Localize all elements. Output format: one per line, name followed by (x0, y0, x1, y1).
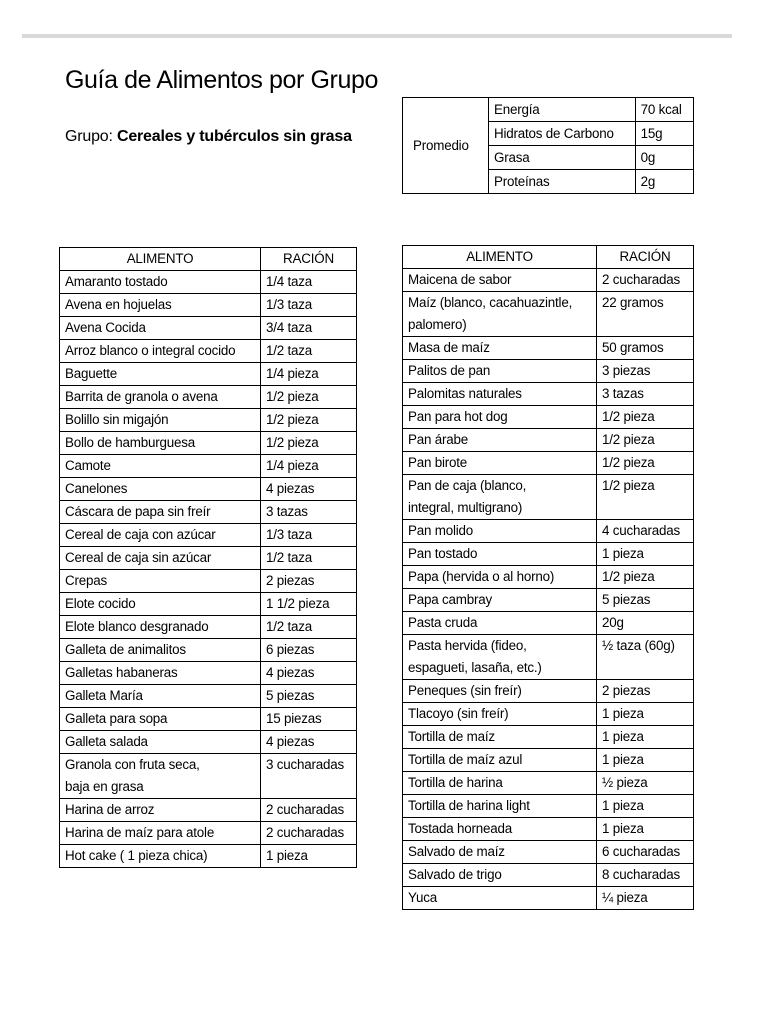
portion-value: 5 piezas (597, 589, 694, 612)
portion-value: 6 cucharadas (597, 841, 694, 864)
portion-value: 1/4 taza (261, 271, 357, 294)
portion-value: 1/2 pieza (597, 566, 694, 589)
table-row (403, 795, 694, 818)
food-name: Crepas (60, 570, 261, 593)
food-name: Tortilla de harina light (403, 795, 597, 818)
portion-value: 1/2 pieza (261, 432, 357, 455)
food-name: Amaranto tostado (60, 271, 261, 294)
portion-value: 1/2 taza (261, 340, 357, 363)
portion-value: 6 piezas (261, 639, 357, 662)
table-row (60, 708, 357, 731)
food-name: Harina de arroz (60, 799, 261, 822)
food-name: Pasta hervida (fideo, espagueti, lasaña, etc.) (403, 635, 597, 680)
table-row (60, 822, 357, 845)
portion-value: 1 pieza (597, 726, 694, 749)
portion-value: 22 gramos (597, 292, 694, 337)
table-row (403, 543, 694, 566)
portion-value: 1 pieza (597, 818, 694, 841)
food-name: Cáscara de papa sin freír (60, 501, 261, 524)
nutrient-name: Proteínas (489, 170, 636, 194)
portion-value: 4 cucharadas (597, 520, 694, 543)
portion-value: 1/2 taza (261, 616, 357, 639)
portion-value: 1/2 pieza (597, 475, 694, 520)
table-row (403, 818, 694, 841)
table-row (403, 475, 694, 520)
food-name: Tostada horneada (403, 818, 597, 841)
table-row (60, 455, 357, 478)
portion-value: 3 cucharadas (261, 754, 357, 799)
portion-value: 1/2 pieza (261, 409, 357, 432)
portion-value: ½ taza (60g) (597, 635, 694, 680)
portion-value: 20g (597, 612, 694, 635)
table-row (60, 685, 357, 708)
portion-value: 1 pieza (261, 845, 357, 868)
table-row (403, 520, 694, 543)
portion-value: 1/4 pieza (261, 455, 357, 478)
food-name: Bollo de hamburguesa (60, 432, 261, 455)
table-row (60, 524, 357, 547)
portion-value: 2 piezas (261, 570, 357, 593)
table-row (60, 363, 357, 386)
table-row (403, 337, 694, 360)
portion-value: 1/2 pieza (597, 429, 694, 452)
portion-value: 1/2 pieza (261, 386, 357, 409)
table-row (60, 294, 357, 317)
table-row (60, 662, 357, 685)
table-row (403, 429, 694, 452)
food-name: Pan de caja (blanco, integral, multigrano) (403, 475, 597, 520)
food-name: Elote blanco desgranado (60, 616, 261, 639)
table-row (403, 406, 694, 429)
food-name: Pan árabe (403, 429, 597, 452)
food-name: Galleta salada (60, 731, 261, 754)
table-row (403, 383, 694, 406)
table-row (60, 845, 357, 868)
nutrient-name: Hidratos de Carbono (489, 122, 636, 146)
summary-row (403, 98, 694, 122)
food-name: Yuca (403, 887, 597, 910)
table-row (403, 749, 694, 772)
portion-value: 8 cucharadas (597, 864, 694, 887)
food-name: Tlacoyo (sin freír) (403, 703, 597, 726)
portion-value: 1 pieza (597, 703, 694, 726)
table-row (60, 271, 357, 294)
portion-value: 3 tazas (261, 501, 357, 524)
food-name: Canelones (60, 478, 261, 501)
food-name: Tortilla de maíz (403, 726, 597, 749)
food-name: Galleta de animalitos (60, 639, 261, 662)
food-name: Tortilla de harina (403, 772, 597, 795)
nutrient-value: 70 kcal (635, 98, 693, 122)
portion-value: 4 piezas (261, 662, 357, 685)
table-row (403, 292, 694, 337)
food-name: Maíz (blanco, cacahuazintle, palomero) (403, 292, 597, 337)
food-name: Galleta para sopa (60, 708, 261, 731)
food-name: Cereal de caja sin azúcar (60, 547, 261, 570)
portion-value: 1/4 pieza (261, 363, 357, 386)
portion-value: 1/2 pieza (597, 406, 694, 429)
food-name: Salvado de maíz (403, 841, 597, 864)
group-name: Cereales y tubérculos sin grasa (116, 128, 352, 145)
food-name: Palomitas naturales (403, 383, 597, 406)
portion-value: 5 piezas (261, 685, 357, 708)
table-row (403, 726, 694, 749)
table-row (60, 639, 357, 662)
food-name: Bolillo sin migajón (60, 409, 261, 432)
portion-column-header: RACIÓN (261, 248, 357, 271)
nutrient-name: Grasa (489, 146, 636, 170)
food-name: Baguette (60, 363, 261, 386)
table-row (60, 547, 357, 570)
table-row (60, 432, 357, 455)
table-row (403, 360, 694, 383)
food-name: Arroz blanco o integral cocido (60, 340, 261, 363)
table-row (60, 501, 357, 524)
table-row (403, 703, 694, 726)
food-name: Cereal de caja con azúcar (60, 524, 261, 547)
page-title: Guía de Alimentos por Grupo (65, 66, 378, 94)
portion-value: 2 piezas (597, 680, 694, 703)
food-name: Hot cake ( 1 pieza chica) (60, 845, 261, 868)
food-name: Masa de maíz (403, 337, 597, 360)
food-name: Tortilla de maíz azul (403, 749, 597, 772)
food-name: Elote cocido (60, 593, 261, 616)
group-heading (65, 128, 352, 146)
table-row (403, 887, 694, 910)
portion-value: 1 pieza (597, 543, 694, 566)
portion-value: 1 1/2 pieza (261, 593, 357, 616)
table-row (403, 612, 694, 635)
portion-value: 1/2 pieza (597, 452, 694, 475)
portion-value: 1/2 taza (261, 547, 357, 570)
food-name: Palitos de pan (403, 360, 597, 383)
portion-value: 3 tazas (597, 383, 694, 406)
nutrient-value: 2g (635, 170, 693, 194)
nutrient-value: 15g (635, 122, 693, 146)
food-name: Pasta cruda (403, 612, 597, 635)
nutrient-name: Energía (489, 98, 636, 122)
table-row (403, 589, 694, 612)
food-column-header: ALIMENTO (60, 248, 261, 271)
table-row (403, 269, 694, 292)
table-row (60, 478, 357, 501)
table-row (60, 570, 357, 593)
table-row (60, 731, 357, 754)
table-row (403, 635, 694, 680)
food-name: Papa cambray (403, 589, 597, 612)
portion-value: 3 piezas (597, 360, 694, 383)
group-label: Grupo: (65, 128, 113, 145)
portion-value: 15 piezas (261, 708, 357, 731)
top-divider (22, 34, 732, 38)
portion-column-header: RACIÓN (597, 246, 694, 269)
food-name: Camote (60, 455, 261, 478)
portion-value: 1 pieza (597, 795, 694, 818)
portion-value: 50 gramos (597, 337, 694, 360)
food-name: Galletas habaneras (60, 662, 261, 685)
portion-value: 1 pieza (597, 749, 694, 772)
food-name: Avena Cocida (60, 317, 261, 340)
food-name: Granola con fruta seca, baja en grasa (60, 754, 261, 799)
nutrition-summary-table (402, 97, 694, 194)
portion-value: 1/3 taza (261, 294, 357, 317)
portion-value: 4 piezas (261, 731, 357, 754)
portion-value: 3/4 taza (261, 317, 357, 340)
food-name: Harina de maíz para atole (60, 822, 261, 845)
table-header-row (403, 246, 694, 269)
portion-value: 2 cucharadas (597, 269, 694, 292)
food-table-right (402, 245, 694, 910)
table-row (60, 593, 357, 616)
food-column-header: ALIMENTO (403, 246, 597, 269)
table-row (60, 409, 357, 432)
table-row (403, 566, 694, 589)
table-row (60, 386, 357, 409)
portion-value: 2 cucharadas (261, 799, 357, 822)
food-name: Peneques (sin freír) (403, 680, 597, 703)
table-row (403, 841, 694, 864)
food-name: Pan para hot dog (403, 406, 597, 429)
table-row (60, 340, 357, 363)
portion-value: 2 cucharadas (261, 822, 357, 845)
table-row (60, 799, 357, 822)
nutrient-value: 0g (635, 146, 693, 170)
food-name: Galleta María (60, 685, 261, 708)
food-name: Pan tostado (403, 543, 597, 566)
food-name: Barrita de granola o avena (60, 386, 261, 409)
table-row (60, 616, 357, 639)
food-name: Papa (hervida o al horno) (403, 566, 597, 589)
table-row (60, 317, 357, 340)
table-row (60, 754, 357, 799)
average-label: Promedio (403, 98, 489, 194)
table-row (403, 864, 694, 887)
table-row (403, 772, 694, 795)
food-name: Pan molido (403, 520, 597, 543)
table-row (403, 680, 694, 703)
table-row (403, 452, 694, 475)
portion-value: 1/3 taza (261, 524, 357, 547)
food-name: Salvado de trigo (403, 864, 597, 887)
food-name: Pan birote (403, 452, 597, 475)
food-name: Maicena de sabor (403, 269, 597, 292)
food-name: Avena en hojuelas (60, 294, 261, 317)
portion-value: 4 piezas (261, 478, 357, 501)
portion-value: ½ pieza (597, 772, 694, 795)
table-header-row (60, 248, 357, 271)
portion-value: ¼ pieza (597, 887, 694, 910)
food-table-left (59, 247, 357, 868)
